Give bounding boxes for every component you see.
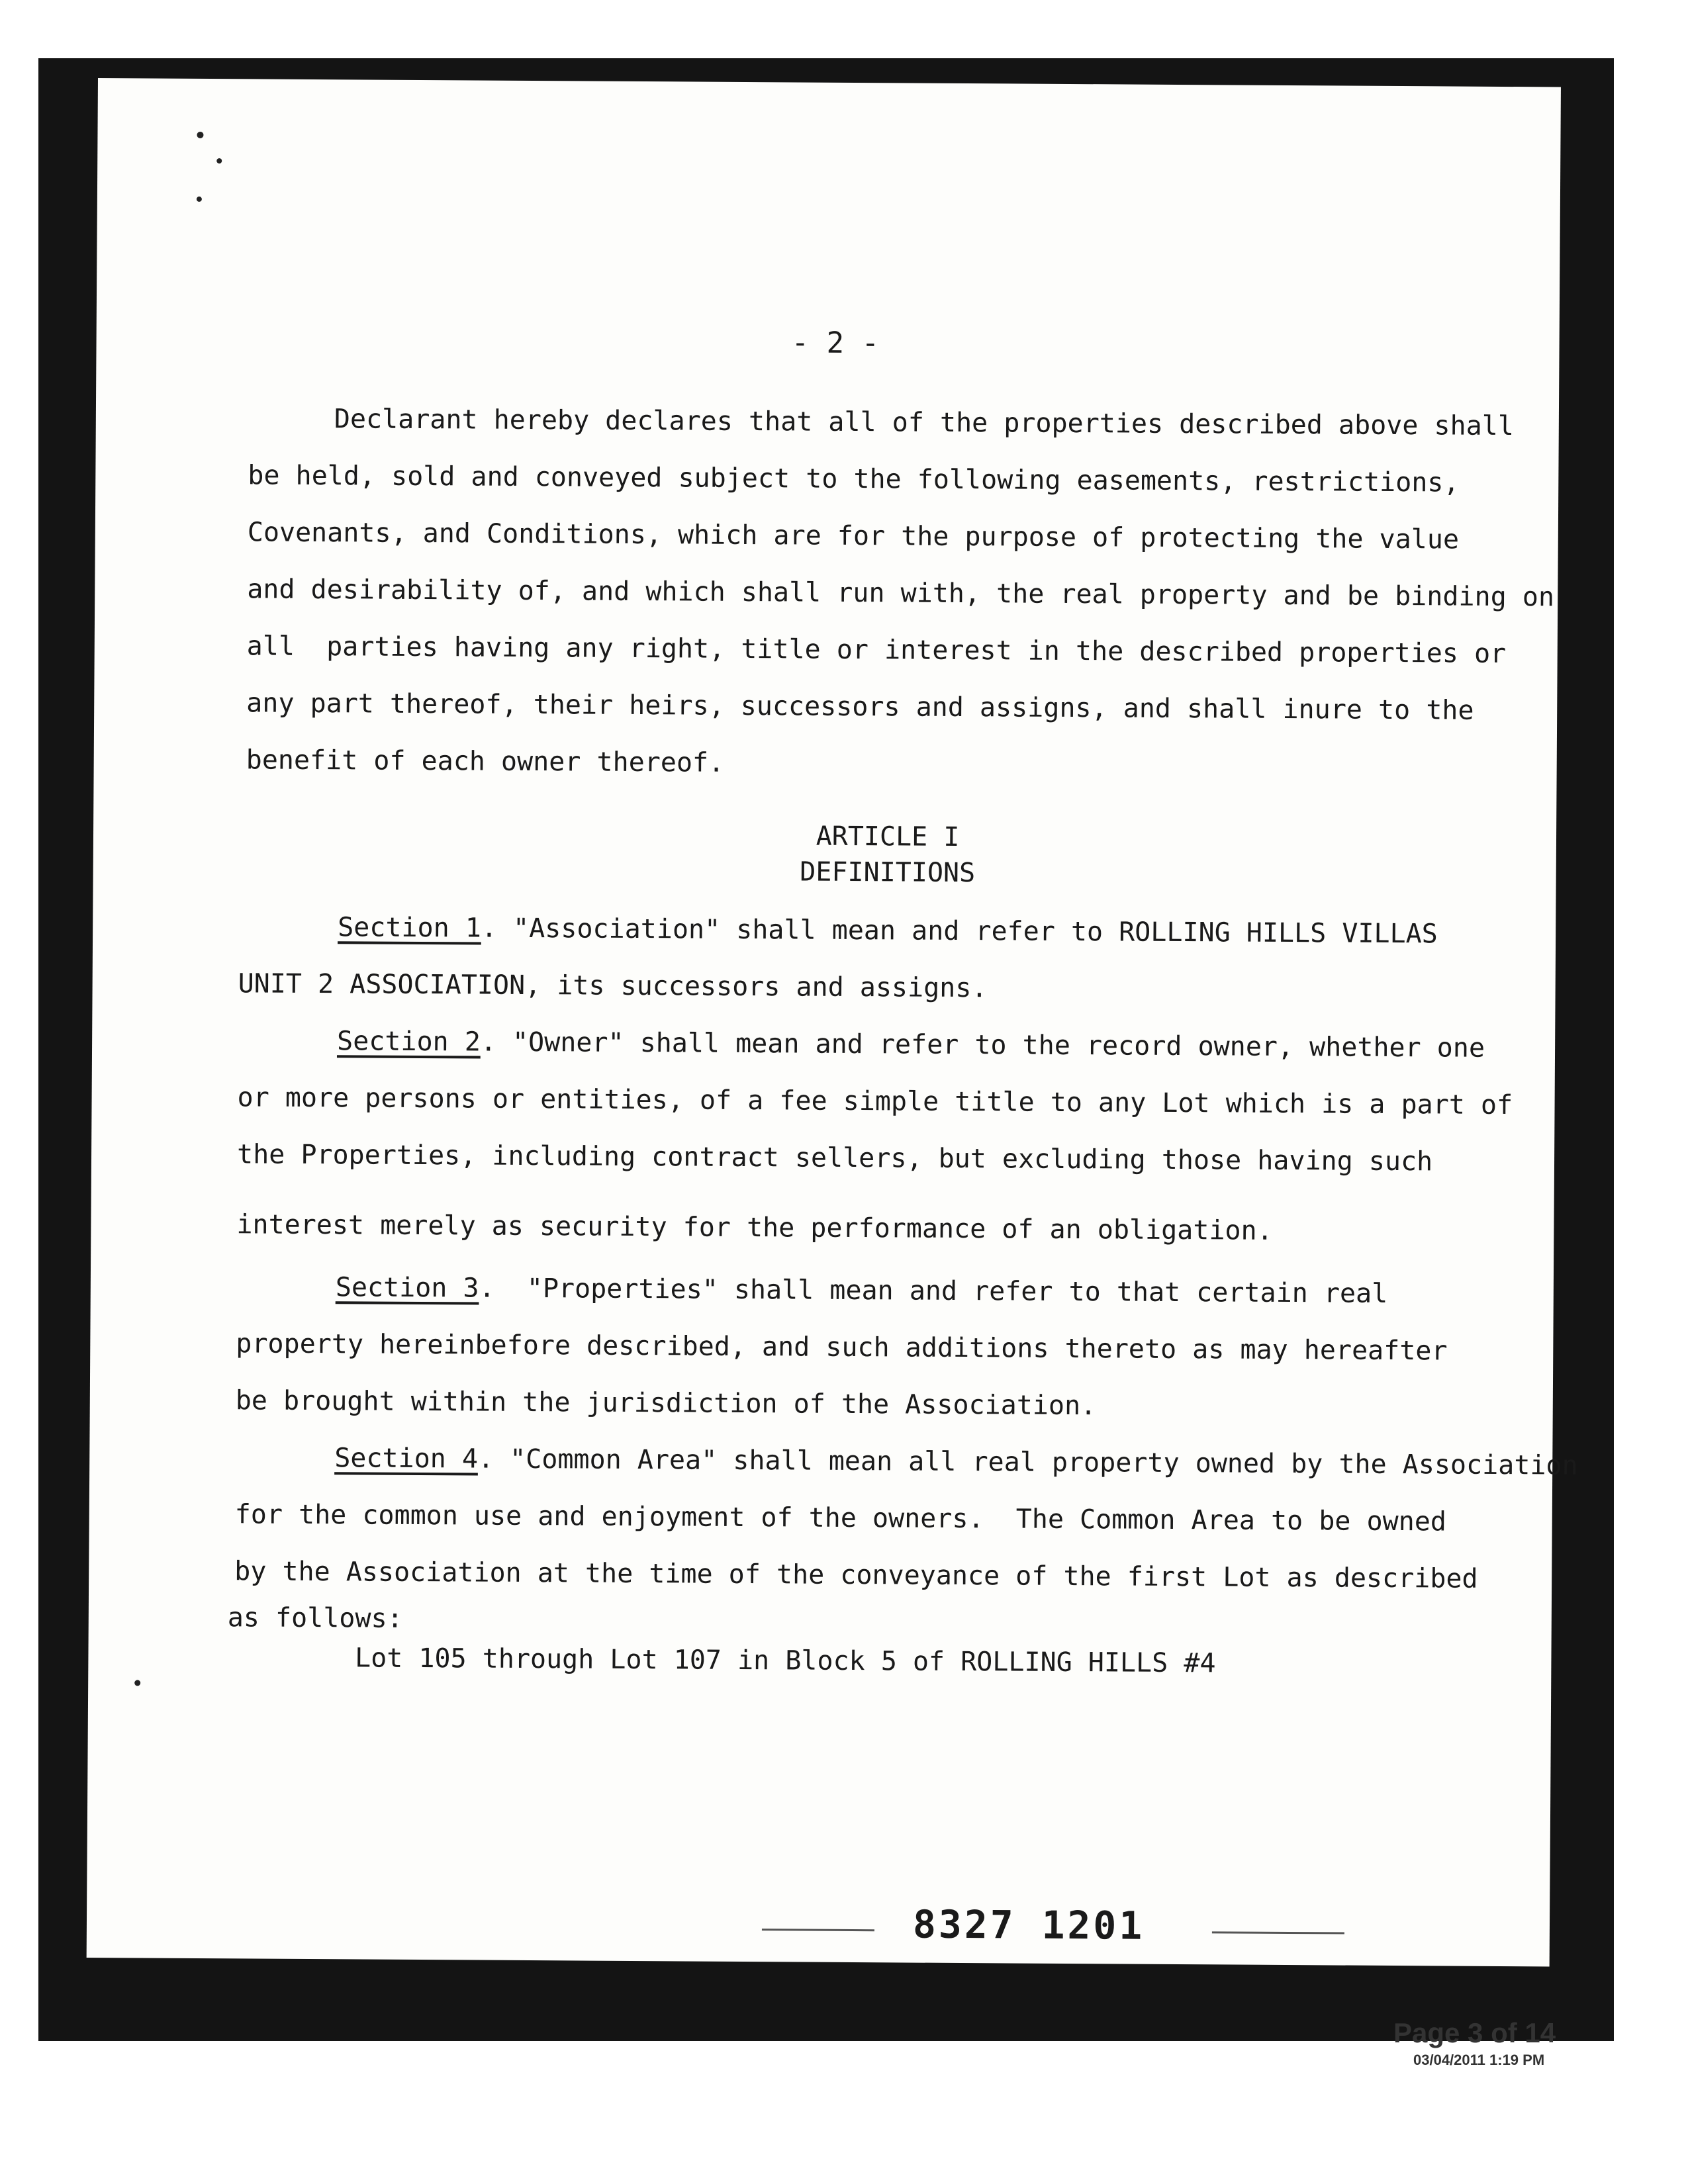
scan-speck — [216, 158, 222, 163]
section-3-first-line: Section 3. "Properties" shall mean and refer to that certain real — [335, 1272, 1388, 1309]
scan-speck — [197, 132, 203, 138]
footer-datetime: 03/04/2011 1:19 PM — [1413, 2052, 1545, 2068]
section-2-line: or more persons or entities, of a fee simple title to any Lot which is a part of — [237, 1082, 1513, 1121]
section-1-first-line: Section 1. "Association" shall mean and refer to ROLLING HILLS VILLAS — [338, 912, 1438, 950]
article-subheading: DEFINITIONS — [800, 856, 976, 889]
section-2-label: Section 2 — [336, 1026, 481, 1058]
section-4-line: as follows: — [227, 1602, 403, 1634]
section-3-line: property hereinbefore described, and such additions thereto as may hereafter — [236, 1328, 1448, 1367]
section-2-first-line: Section 2. "Owner" shall mean and refer to the record owner, whether one — [336, 1026, 1485, 1064]
intro-line: Declarant hereby declares that all of the properties described above shall — [334, 404, 1515, 442]
intro-line: any part thereof, their heirs, successors and assigns, and shall inure to the — [246, 688, 1474, 726]
stamp-dash — [1212, 1931, 1344, 1934]
section-2-line: the Properties, including contract sellers, but excluding those having such — [236, 1139, 1433, 1177]
section-4-label: Section 4 — [334, 1443, 479, 1475]
section-2-line: interest merely as security for the performance of an obligation. — [236, 1209, 1273, 1246]
section-4-lot-line: Lot 105 through Lot 107 in Block 5 of ROLLING HILLS #4 — [227, 1642, 1216, 1679]
stamp-dash — [762, 1929, 874, 1931]
section-4-first-line: Section 4. "Common Area" shall mean all real property owned by the Association — [334, 1443, 1578, 1481]
section-3-label: Section 3 — [335, 1272, 479, 1304]
footer-page-count: Page 3 of 14 — [1393, 2017, 1556, 2048]
article-heading: ARTICLE I — [816, 821, 960, 852]
intro-line: benefit of each owner thereof. — [246, 745, 725, 778]
scan-speck — [197, 197, 202, 202]
section-4-line: for the common use and enjoyment of the owners. The Common Area to be owned — [234, 1499, 1447, 1537]
document-page — [87, 78, 1578, 1966]
section-4-line: by the Association at the time of the conveyance of the first Lot as described — [234, 1556, 1478, 1594]
intro-line: all parties having any right, title or interest in the described properties or — [246, 631, 1507, 670]
intro-line: Covenants, and Conditions, which are for the purpose of protecting the value — [247, 517, 1460, 555]
section-1-label: Section 1 — [338, 912, 482, 944]
intro-line: be held, sold and conveyed subject to the following easements, restrictions, — [248, 460, 1460, 498]
page-number: - 2 - — [791, 326, 880, 361]
scan-speck — [134, 1680, 140, 1686]
recording-stamp: 8327 1201 — [912, 1901, 1145, 1948]
intro-line: and desirability of, and which shall run with, the real property and be binding on — [247, 574, 1555, 613]
section-3-line: be brought within the jurisdiction of the Association. — [235, 1385, 1097, 1422]
section-1-line: UNIT 2 ASSOCIATION, its successors and assigns. — [238, 968, 988, 1004]
